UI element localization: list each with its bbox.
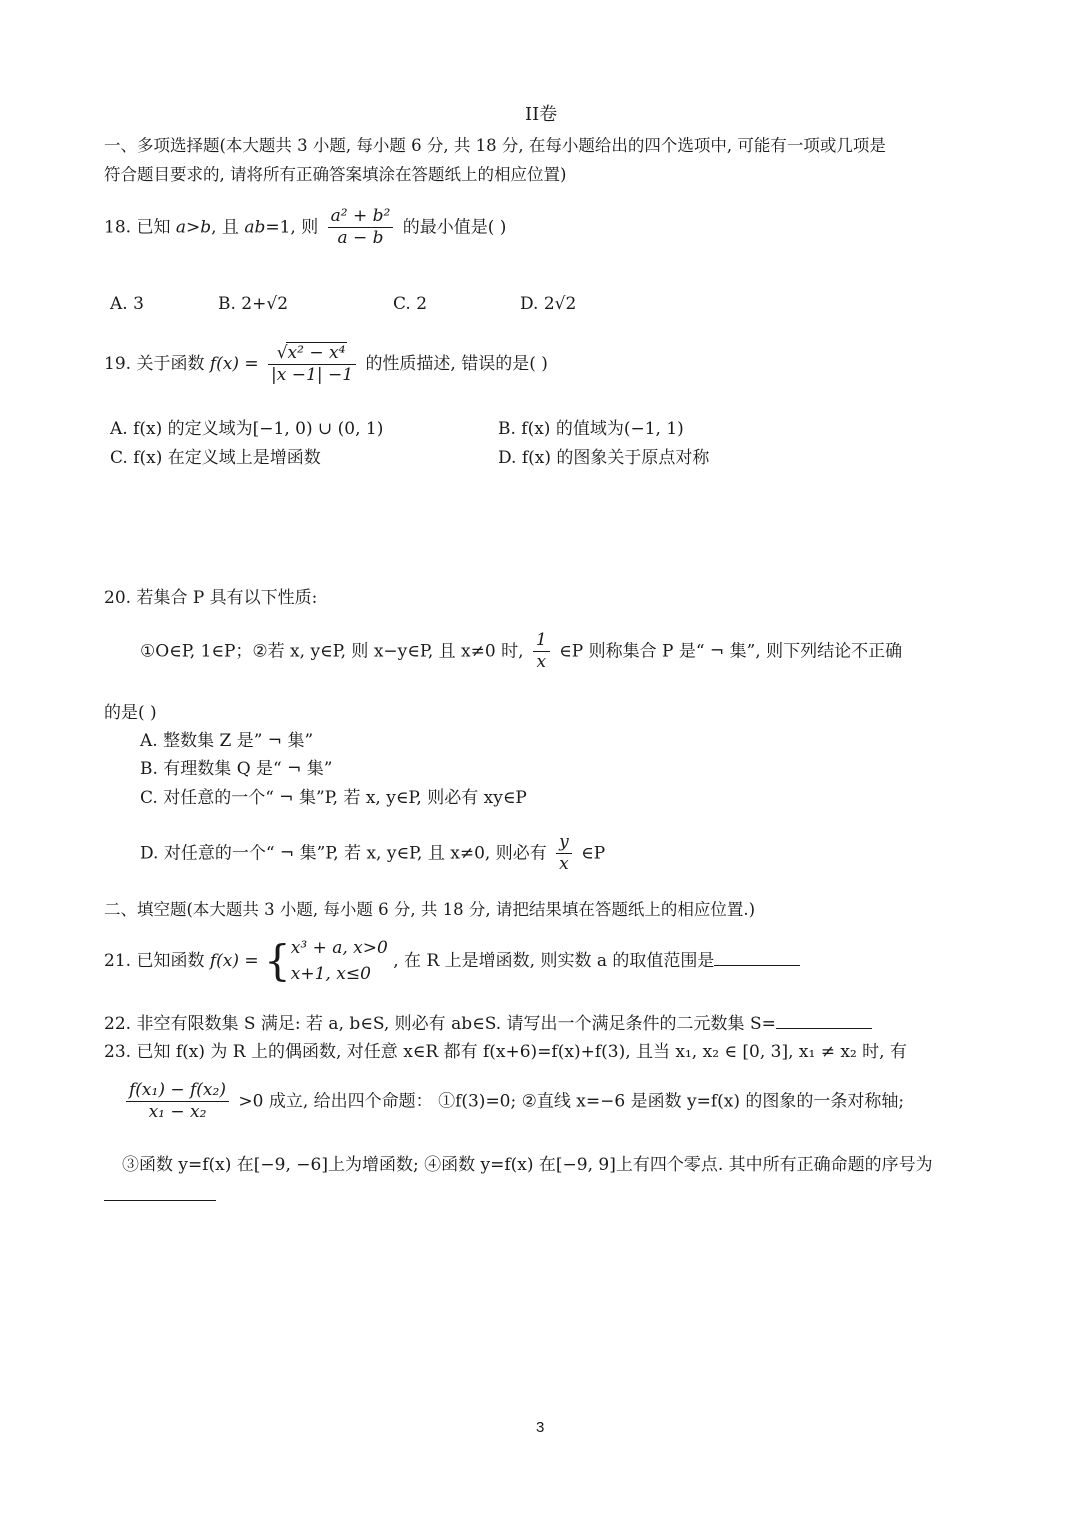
q20-option-c: C. 对任意的一个“ ¬ 集”P, 若 x, y∈P, 则必有 xy∈P: [140, 788, 527, 808]
q20-option-d-line: [140, 832, 605, 876]
section2-instructions: 二、填空题(本大题共 3 小题, 每小题 6 分, 共 18 分, 请把结果填在答题纸上的相应位置.): [104, 900, 756, 919]
q22-text: 22. 非空有限数集 S 满足: 若 a, b∈S, 则必有 ab∈S. 请写出一个满足条件的二元数集 S=: [104, 1014, 776, 1034]
q20-condition-a: ①O∈P, 1∈P；②若 x, y∈P, 则 x−y∈P, 且 x≠0 时,: [140, 641, 524, 662]
q18-fraction-numerator: a² + b²: [328, 206, 394, 228]
q18-option-b: B. 2+√2: [218, 294, 289, 314]
page-number: 3: [536, 1419, 545, 1436]
q23-fraction-numerator: f(x₁) − f(x₂): [126, 1080, 229, 1102]
q19-option-c: C. f(x) 在定义域上是增函数: [110, 448, 321, 468]
section-heading: II卷: [525, 104, 558, 125]
q21-text-a: 21. 已知函数: [104, 950, 210, 971]
q19-option-d: D. f(x) 的图象关于原点对称: [498, 448, 710, 468]
q20-condition-fraction: [533, 630, 550, 674]
section1-instructions-line1: 一、多项选择题(本大题共 3 小题, 每小题 6 分, 共 18 分, 在每小题给出的四个选项中, 可能有一项或几项是: [104, 136, 886, 155]
q20-option-b: B. 有理数集 Q 是“ ¬ 集”: [140, 759, 333, 779]
q18-condition: a>b: [175, 217, 212, 238]
q19-denominator: |x −1| −1: [271, 365, 354, 386]
q20-optd-numerator: y: [556, 832, 572, 854]
q21-case-1: x³ + a, x>0: [290, 938, 388, 958]
q18-condition-2: ab: [244, 217, 266, 238]
q20-condition-b: ∈P 则称集合 P 是“ ¬ 集”, 则下列结论不正确: [559, 641, 903, 662]
q20-option-d-end: ∈P: [581, 843, 606, 864]
question-20-stem: 20. 若集合 P 具有以下性质:: [104, 588, 318, 608]
q19-function: f(x) =: [209, 353, 259, 374]
q18-text-d: 的最小值是( ): [402, 217, 507, 238]
q18-option-d: D. 2√2: [520, 294, 577, 314]
q23-line2-text: >0 成立, 给出四个命题： ①f(3)=0; ②直线 x=−6 是函数 y=f(x) 的图象的一条对称轴;: [238, 1091, 905, 1112]
q21-piecewise-cases: [291, 935, 388, 988]
q20-condition-line: [140, 630, 902, 674]
q21-text-b: , 在 R 上是增函数, 则实数 a 的取值范围是: [393, 950, 715, 971]
question-19-stem: [104, 342, 548, 387]
q18-option-a: A. 3: [110, 294, 144, 314]
q21-function: f(x) =: [209, 950, 259, 971]
q18-text-c: =1, 则: [265, 217, 319, 238]
question-23-line2: [122, 1080, 904, 1124]
q20-option-d-fraction: [556, 832, 572, 876]
q18-text-b: , 且: [211, 217, 245, 238]
left-brace-icon: {: [264, 936, 291, 986]
q19-option-b: B. f(x) 的值域为(−1, 1): [498, 419, 684, 439]
q18-text-a: 18. 已知: [104, 217, 176, 238]
question-21-stem: [104, 935, 800, 988]
q19-option-a: A. f(x) 的定义域为[−1, 0) ∪ (0, 1): [110, 419, 384, 439]
q19-numerator-radicand: x² − x⁴: [287, 343, 346, 363]
question-18-stem: [104, 206, 506, 250]
q21-case-2: x+1, x≤0: [290, 964, 371, 985]
q20-optd-denominator: x: [559, 854, 569, 875]
q18-fraction-denominator: a − b: [337, 228, 384, 249]
q18-option-c: C. 2: [393, 294, 428, 314]
q19-numerator: √x² − x⁴: [268, 342, 356, 365]
section1-instructions-line2: 符合题目要求的, 请将所有正确答案填涂在答题纸上的相应位置): [104, 165, 567, 184]
q20-stem-end: 的是( ): [104, 703, 157, 723]
q20-cond-denominator: x: [536, 652, 547, 673]
q18-fraction: [328, 206, 394, 250]
q19-text-b: 的性质描述, 错误的是( ): [365, 353, 548, 374]
q20-option-d: D. 对任意的一个“ ¬ 集”P, 若 x, y∈P, 且 x≠0, 则必有: [140, 843, 547, 864]
q22-answer-blank[interactable]: [776, 1027, 872, 1029]
q20-option-a: A. 整数集 Z 是” ¬ 集”: [140, 731, 314, 751]
q23-answer-blank[interactable]: [104, 1199, 216, 1201]
q19-text-a: 19. 关于函数: [104, 353, 210, 374]
q21-answer-blank[interactable]: [714, 964, 800, 966]
q23-fraction-denominator: x₁ − x₂: [148, 1102, 207, 1123]
q23-fraction: [126, 1080, 229, 1124]
question-23-line1: 23. 已知 f(x) 为 R 上的偶函数, 对任意 x∈R 都有 f(x+6)=f(x)+f(3), 且当 x₁, x₂ ∈ [0, 3], x₁ ≠ x₂ 时, 有: [104, 1042, 907, 1062]
q19-fraction: [268, 342, 356, 387]
q20-cond-numerator: 1: [533, 630, 550, 652]
question-22-stem: [104, 1014, 872, 1034]
q23-answer-blank-row: [104, 1186, 216, 1206]
question-23-line3: ③函数 y=f(x) 在[−9, −6]上为增函数; ④函数 y=f(x) 在[−9, 9]上有四个零点. 其中所有正确命题的序号为: [122, 1155, 933, 1175]
